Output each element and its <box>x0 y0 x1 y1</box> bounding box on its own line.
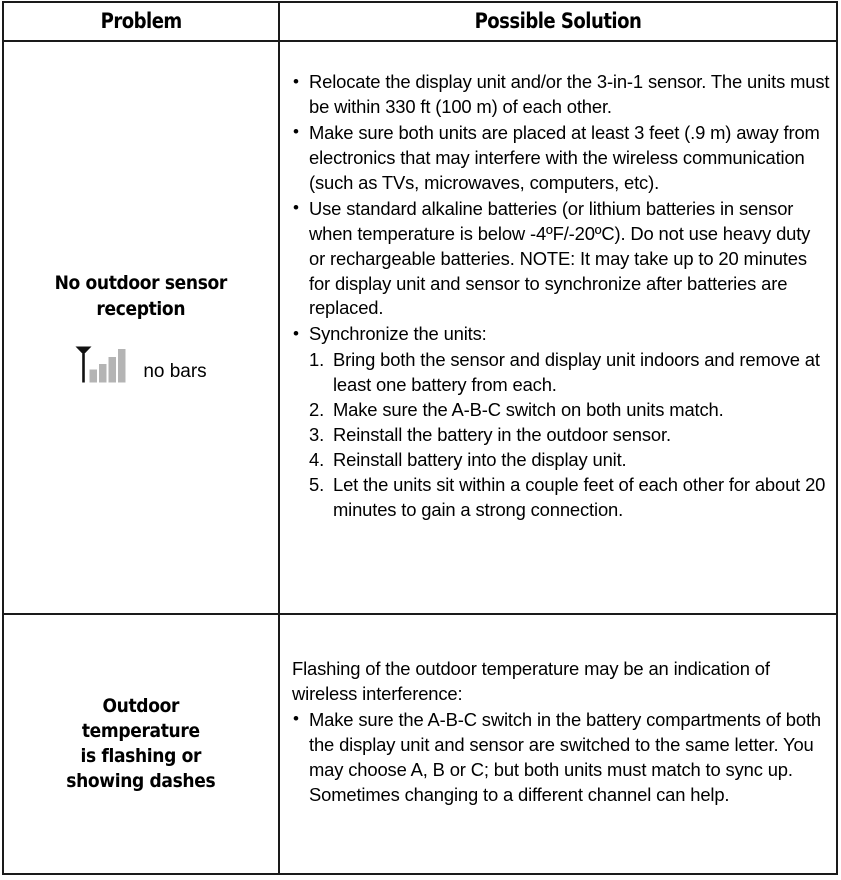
bullet-text: Use standard alkaline batteries (or lithium batteries in sensor when temperature is below -4ºF/-20ºC). Do not use heavy duty or rechargeable batteries. NOTE: It may take up to 20 minutes for display unit and sensor to synchronize after batteries are replaced. <box>309 197 811 319</box>
list-item <box>309 473 830 523</box>
table-row-2-problem-cell <box>4 615 280 873</box>
numbered-text: Make sure the A-B-C switch on both units match. <box>333 399 724 421</box>
solution-2-intro: Flashing of the outdoor temperature may be an indication of wireless interference: <box>292 658 770 704</box>
list-item <box>292 121 830 196</box>
problem-title-2-line-1: Outdoor <box>102 694 180 717</box>
numbered-text: Reinstall battery into the display unit. <box>333 449 627 471</box>
list-item <box>292 708 830 808</box>
list-item <box>292 197 830 322</box>
problem-title-1-line-2: reception <box>96 297 186 320</box>
bullet-dot-icon: • <box>293 198 299 218</box>
list-item <box>309 398 830 423</box>
table-row-1-problem-cell <box>4 42 280 615</box>
table-row-1-solution-cell <box>280 42 836 615</box>
header-label-problem: Problem <box>100 9 182 33</box>
problem-title-2-line-2: temperature <box>82 719 200 742</box>
solution-content-1 <box>280 42 836 523</box>
solution-2-bullet-list <box>292 708 830 808</box>
list-item <box>292 322 830 347</box>
table-row-2-solution-cell <box>280 615 836 873</box>
problem-title-1 <box>55 271 227 321</box>
list-marker: 4. <box>309 449 325 471</box>
problem-title-1-line-1: No outdoor sensor <box>54 272 228 295</box>
solution-content-2 <box>280 615 836 808</box>
list-marker: 2. <box>309 399 325 421</box>
numbered-text: Reinstall the battery in the outdoor sensor. <box>333 424 671 446</box>
header-label-solution: Possible Solution <box>474 9 642 33</box>
header-cell-solution <box>280 3 836 42</box>
numbered-text: Let the units sit within a couple feet of each other for about 20 minutes to gain a strong connection. <box>333 474 826 520</box>
bullet-dot-icon: • <box>293 122 299 142</box>
bullet-dot-icon: • <box>293 709 299 729</box>
list-item <box>292 70 830 120</box>
list-item <box>309 423 830 448</box>
problem-title-2-line-3: is flashing or <box>80 745 202 767</box>
bullet-text: Make sure both units are placed at least 3 feet (.9 m) away from electronics that may interfere with the wireless communication (such as TVs, microwaves, computers, etc). <box>309 121 820 193</box>
numbered-text: Bring both the sensor and display unit indoors and remove at least one battery from each. <box>333 349 820 396</box>
list-item <box>309 448 830 473</box>
bullet-text: Make sure the A-B-C switch in the battery compartments of both the display unit and sensor are switched to the same letter. You may choose A, B or C; but both units must match to sync up. Sometimes changing to a different channel can help. <box>309 708 821 805</box>
list-marker: 1. <box>309 349 325 371</box>
bullet-dot-icon: • <box>293 71 299 91</box>
bullet-text: Relocate the display unit and/or the 3-in-1 sensor. The units must be within 330 ft (100 m) of each other. <box>309 71 830 117</box>
problem-title-2-line-4: showing dashes <box>66 770 216 793</box>
solution-1-numbered-list <box>292 348 830 523</box>
list-marker: 5. <box>309 474 325 495</box>
list-marker: 3. <box>309 424 325 446</box>
signal-icon-caption: no bars <box>143 360 207 382</box>
header-cell-problem <box>4 3 280 42</box>
bullet-dot-icon: • <box>293 323 299 343</box>
signal-bars-icon <box>75 344 129 384</box>
list-item <box>309 348 830 398</box>
troubleshooting-table <box>2 1 838 875</box>
bullet-text: Synchronize the units: <box>309 323 487 345</box>
problem-title-2 <box>66 694 215 794</box>
signal-indicator-group <box>75 344 206 384</box>
solution-1-bullet-list <box>292 70 830 347</box>
